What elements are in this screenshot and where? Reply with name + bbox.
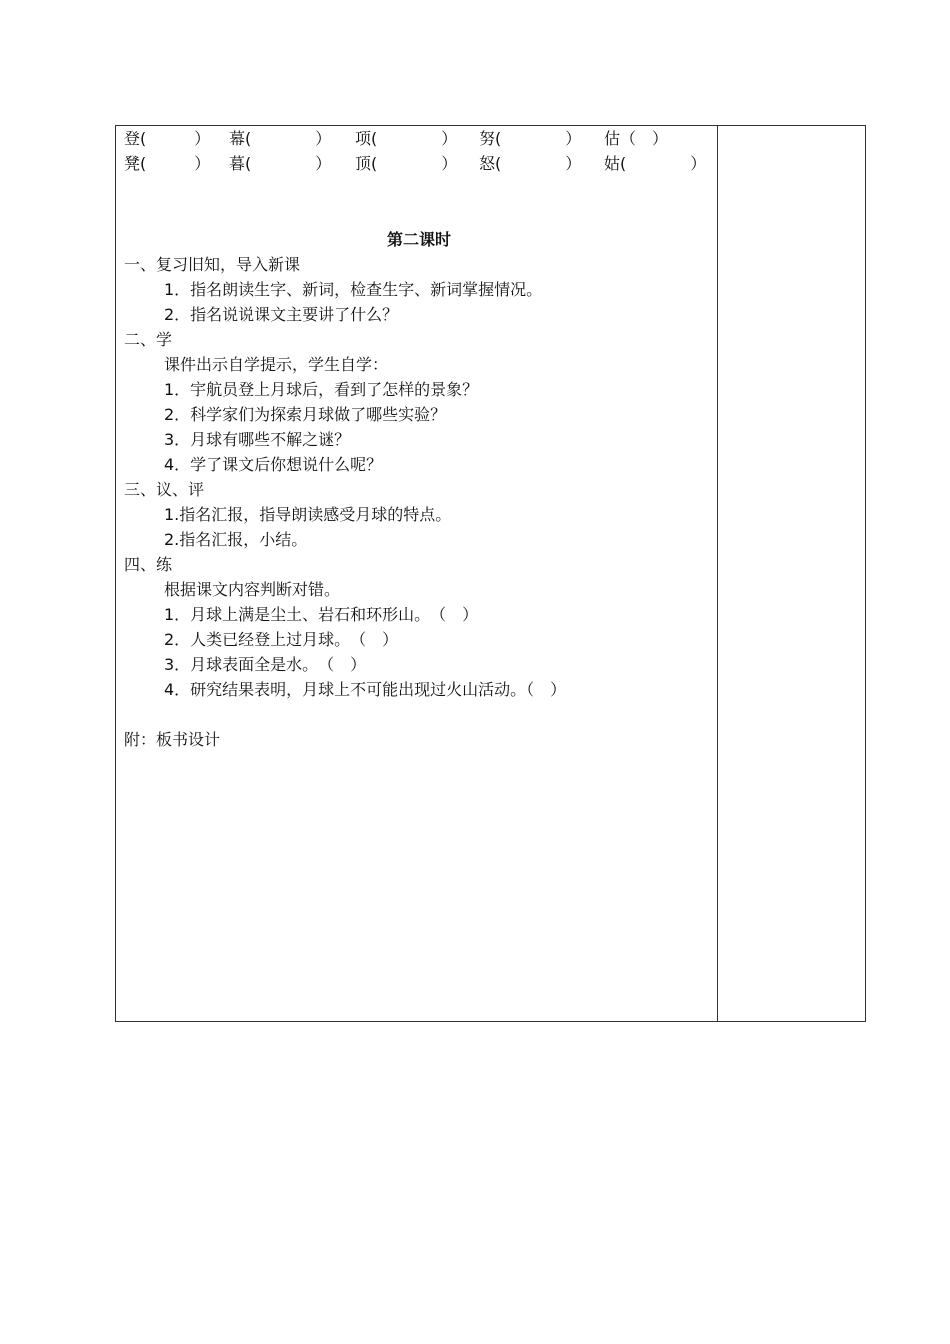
- char-item: 顶( ）: [355, 154, 458, 173]
- list-item: 1．月球上满是尘土、岩石和环形山。 （ ）: [164, 605, 479, 624]
- section-intro: 课件出示自学提示，学生自学：: [164, 355, 389, 374]
- char-item: 凳( ）: [124, 154, 211, 173]
- char-item: 登( ）: [124, 129, 211, 148]
- section-heading: 三、议、评: [124, 480, 205, 499]
- list-item: 1.指名汇报，指导朗读感受月球的特点。: [164, 505, 452, 524]
- list-item: 1．宇航员登上月球后，看到了怎样的景象？: [164, 380, 479, 399]
- char-item: 估（ ）: [604, 129, 669, 148]
- section-heading: 四、练: [124, 555, 173, 574]
- section-intro: 根据课文内容判断对错。: [164, 580, 341, 599]
- column-divider: [717, 126, 718, 1021]
- lesson-title: 第二课时: [386, 230, 451, 249]
- list-item: 4．研究结果表明，月球上不可能出现过火山活动。（ ）: [164, 680, 567, 699]
- char-row-2: [124, 151, 714, 176]
- char-item: 姑( ）: [604, 154, 707, 173]
- section-heading: 一、复习旧知，导入新课: [124, 255, 301, 274]
- list-item: 2．指名说说课文主要讲了什么？: [164, 305, 399, 324]
- lesson-table: [115, 125, 866, 1022]
- char-item: 幕( ）: [229, 129, 332, 148]
- list-item: 2．科学家们为探索月球做了哪些实验？: [164, 405, 447, 424]
- list-item: 4．学了课文后你想说什么呢？: [164, 455, 383, 474]
- char-item: 怒( ）: [479, 154, 582, 173]
- list-item: 1．指名朗读生字、新词，检查生字、新词掌握情况。: [164, 280, 543, 299]
- list-item: 2.指名汇报，小结。: [164, 530, 308, 549]
- list-item: 2．人类已经登上过月球。 （ ）: [164, 630, 399, 649]
- appendix-label: 附：板书设计: [124, 730, 221, 749]
- char-item: 努( ）: [479, 129, 582, 148]
- char-item: 项( ）: [355, 129, 458, 148]
- list-item: 3．月球表面全是水。 （ ）: [164, 655, 367, 674]
- char-item: 暮( ）: [229, 154, 332, 173]
- char-row-1: [124, 126, 714, 151]
- main-cell: [124, 126, 714, 1021]
- section-heading: 二、学: [124, 330, 173, 349]
- list-item: 3．月球有哪些不解之谜？: [164, 430, 351, 449]
